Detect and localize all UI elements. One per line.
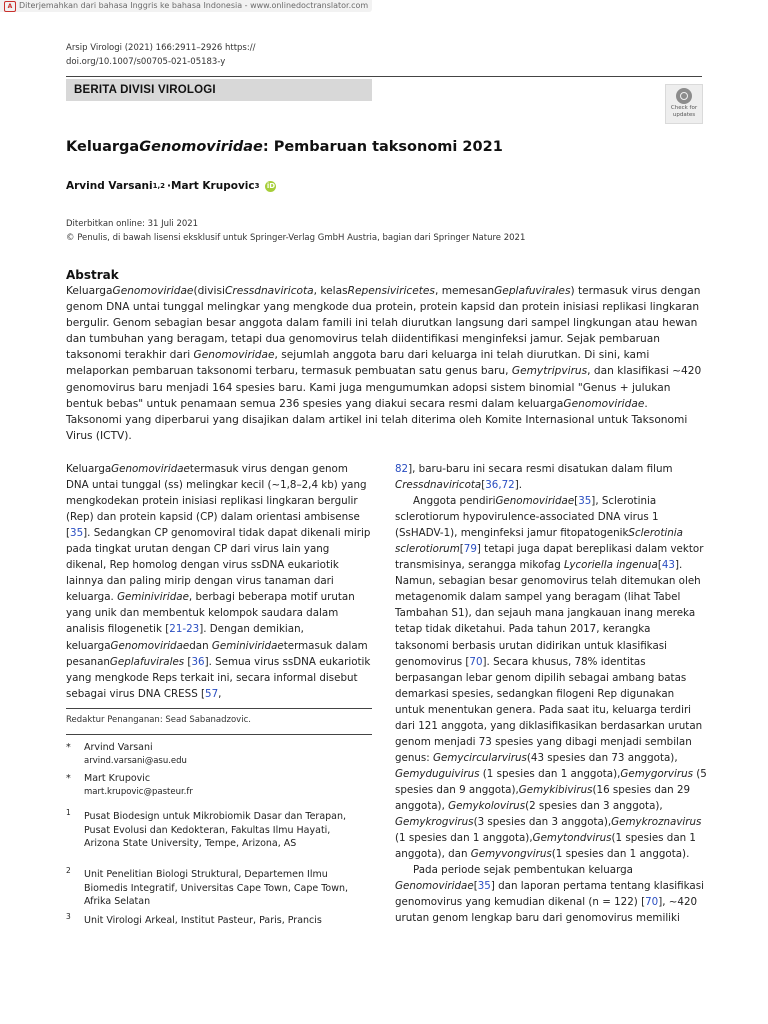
citation-link[interactable]: 36	[191, 655, 205, 668]
header-rule	[66, 76, 702, 77]
corresponding-author-2	[84, 772, 372, 799]
citation-link[interactable]: 70	[645, 896, 659, 909]
abstract-body: KeluargaGenomoviridae(divisiCressdnaviricota, kelasRepensiviricetes, memesanGeplafuvirales) termasuk virus dengan genom DNA untai tunggal melingkar yang mengkode dua protein, protein kapsid dan protein inisiasi replikasi lingkaran bergulir. Genom sebagian besar anggota dalam famili ini telah diurutkan langsung dari sampel lingkungan atau hewan dan tumbuhan yang beragam, tetapi dua genomovirus telah diidentifikasi menginfeksi jamur. Sejak pembaruan taksonomi terakhir dari Genomoviridae, sejumlah anggota baru dari keluarga ini telah diurutkan. Di sini, kami melaporkan pembaruan taksonomi terbaru, termasuk pembuatan satu genus baru, Gemytripvirus, dan klasifikasi ~420 genomovirus baru menjadi 164 spesies baru. Kami juga mengumumkan adopsi sistem binomial "Genus + julukan bentuk bebas" untuk penamaan semua 236 spesies yang diakui secara resmi dalam keluargaGenomoviridae. Taksonomi yang diperbarui yang disajikan dalam artikel ini telah diterima oleh Komite Internasional untuk Taksonomi Virus (ICTV).	[66, 285, 702, 442]
handling-editor: Redaktur Penanganan: Sead Sabanadzovic.	[66, 715, 251, 725]
orcid-icon[interactable]: iD	[266, 181, 276, 190]
copyright: © Penulis, di bawah lisensi eksklusif untuk Springer-Verlag GmbH Austria, bagian dari Springer Nature 2021	[66, 233, 526, 243]
citation-link[interactable]: 35	[477, 880, 491, 893]
right-column-body: 82], baru-baru ini secara resmi disatukan dalam filum Cressdnaviricota[36,72]. Anggota pendiriGenomoviridae[35], Sclerotinia sclerotiorum hypovirulence-associated DNA virus 1 (SsHADV-1), menginfeksi jamur fitopatogenikSclerotinia sclerotiorum[79] tetapi juga dapat bereplikasi dalam vektor transmisinya, serangga mikofag Lycoriella ingenua[43]. Namun, sebagian besar genomovirus telah ditemukan oleh metagenomik dalam sampel yang beragam (lihat Tabel Tambahan S1), dan sejauh mana jangkauan inang mereka tetap tidak diketahui. Pada tahun 2017, kerangka taksonomi berbasis urutan didirikan untuk klasifikasi genomovirus [70]. Secara khusus, 78% identitas berpasangan lebar genom dipilih sebagai ambang batas demarkasi spesies, sedangkan filogeni Rep digunakan untuk menentukan genera. Pada saat itu, keluarga terdiri dari 121 anggota, yang diklasifikasikan berdasarkan urutan genom menjadi 73 spesies yang dibagi menjadi sembilan genus: Gemycircularvirus(43 spesies dan 73 anggota), Gemyduguivirus (1 spesies dan 1 anggota),Gemygorvirus (5 spesies dan 9 anggota),Gemykibivirus(16 spesies dan 29 anggota), Gemykolovirus(2 spesies dan 3 anggota), Gemykrogvirus(3 spesies dan 3 anggota),Gemykroznavirus (1 spesies dan 1 anggota),Gemytondvirus(1 spesies dan 1 anggota), dan Gemyvongvirus(1 spesies dan 1 anggota). Pada periode sejak pembentukan keluarga Genomoviridae[35] dan laporan pertama tentang klasifikasi genomovirus yang kemudian dikenal (n = 122) [70], ~420 urutan genom lengkap baru dari genomovirus memiliki	[395, 463, 707, 925]
author-list: Arvind Varsani 1,2 · Mart Krupovic 3 iD	[66, 180, 276, 192]
check-updates-line-1: Check for	[670, 105, 698, 111]
footnote-rule-bottom	[66, 734, 372, 735]
article-title: KeluargaGenomoviridae: Pembaruan taksonomi 2021	[66, 139, 503, 155]
affiliation-number-1: 1	[66, 808, 71, 817]
citation-link[interactable]: 57	[205, 687, 219, 700]
citation-link[interactable]: 36,72	[485, 479, 515, 492]
affiliation-2: Unit Penelitian Biologi Struktural, Departemen Ilmu Biomedis Integratif, Universitas Cape Town, Cape Town, Afrika Selatan	[84, 869, 349, 907]
abstract-heading: Abstrak	[66, 268, 119, 282]
citation-link[interactable]: 79	[463, 543, 477, 556]
citation-doi[interactable]: doi.org/10.1007/s00705-021-05183-y	[66, 57, 226, 67]
author-1[interactable]: Arvind Varsani	[66, 180, 153, 192]
footnote-rule-top	[66, 708, 372, 709]
citation-link[interactable]: 35	[70, 527, 84, 540]
translate-icon: A	[4, 1, 16, 12]
corresponding-mark-2: *	[66, 773, 71, 784]
section-label	[66, 79, 372, 101]
corresponding-name-1: Arvind Varsani	[84, 742, 153, 753]
corresponding-author-1	[84, 741, 372, 768]
translation-banner[interactable]	[0, 0, 372, 12]
published-date: Diterbitkan online: 31 Juli 2021	[66, 219, 199, 229]
section-label-text: BERITA DIVISI VIROLOGI	[74, 84, 216, 96]
check-updates-icon	[676, 88, 692, 104]
email-link-2[interactable]: mart.krupovic@pasteur.fr	[84, 786, 193, 797]
translation-banner-text[interactable]: Diterjemahkan dari bahasa Inggris ke bahasa Indonesia - www.onlinedoctranslator.com	[19, 1, 369, 10]
author-separator: ·	[167, 180, 172, 192]
publication-info	[66, 217, 525, 245]
affiliation-number-2: 2	[66, 866, 71, 875]
check-for-updates-badge[interactable]	[665, 84, 703, 124]
citation-link[interactable]: 70	[469, 655, 483, 668]
affiliation-number-3: 3	[66, 912, 71, 921]
check-updates-line-2: updates	[672, 111, 696, 118]
author-2[interactable]: Mart Krupovic	[171, 180, 255, 192]
citation-link[interactable]: 21-23	[169, 623, 200, 636]
email-link-1[interactable]: arvind.varsani@asu.edu	[84, 755, 187, 766]
affiliation-1: Pusat Biodesign untuk Mikrobiomik Dasar dan Terapan, Pusat Evolusi dan Kedokteran, Fakultas Ilmu Hayati, Arizona State University, Tempe, Arizona, AS	[84, 811, 347, 849]
corresponding-name-2: Mart Krupovic	[84, 773, 151, 784]
corresponding-mark-1: *	[66, 742, 71, 753]
citation-line-1: Arsip Virologi (2021) 166:2911–2926 https://	[66, 43, 256, 53]
citation-link[interactable]: 35	[578, 495, 592, 508]
citation-link[interactable]: 43	[661, 559, 675, 572]
left-column-body: KeluargaGenomoviridaetermasuk virus dengan genom DNA untai tunggal (ss) melingkar kecil (~1,8–2,4 kb) yang mengkodekan protein inisiasi replikasi lingkaran bergulir (Rep) dan protein kapsid (CP) dalam orientasi ambisense [35]. Sedangkan CP genomoviral tidak dapat dikenali mirip pada tingkat urutan dengan CP dari virus lain yang dikenal, Rep homolog dengan virus ssDNA eukariotik lainnya dan paling mirip dengan virus tanaman dari keluarga. Geminiviridae, berbagi beberapa motif urutan yang unik dan membentuk kelompok saudara dalam analisis filogenetik [21-23]. Dengan demikian, keluargaGenomoviridaedan Geminiviridaetermasuk dalam pesananGeplafuvirales [36]. Semua virus ssDNA eukariotik yang mengkode Reps terkait ini, secara informal disebut sebagai virus DNA CRESS [57,	[66, 463, 371, 700]
citation	[66, 41, 255, 69]
affiliation-3: Unit Virologi Arkeal, Institut Pasteur, Paris, Prancis	[84, 915, 322, 926]
citation-link[interactable]: 82	[395, 463, 409, 475]
